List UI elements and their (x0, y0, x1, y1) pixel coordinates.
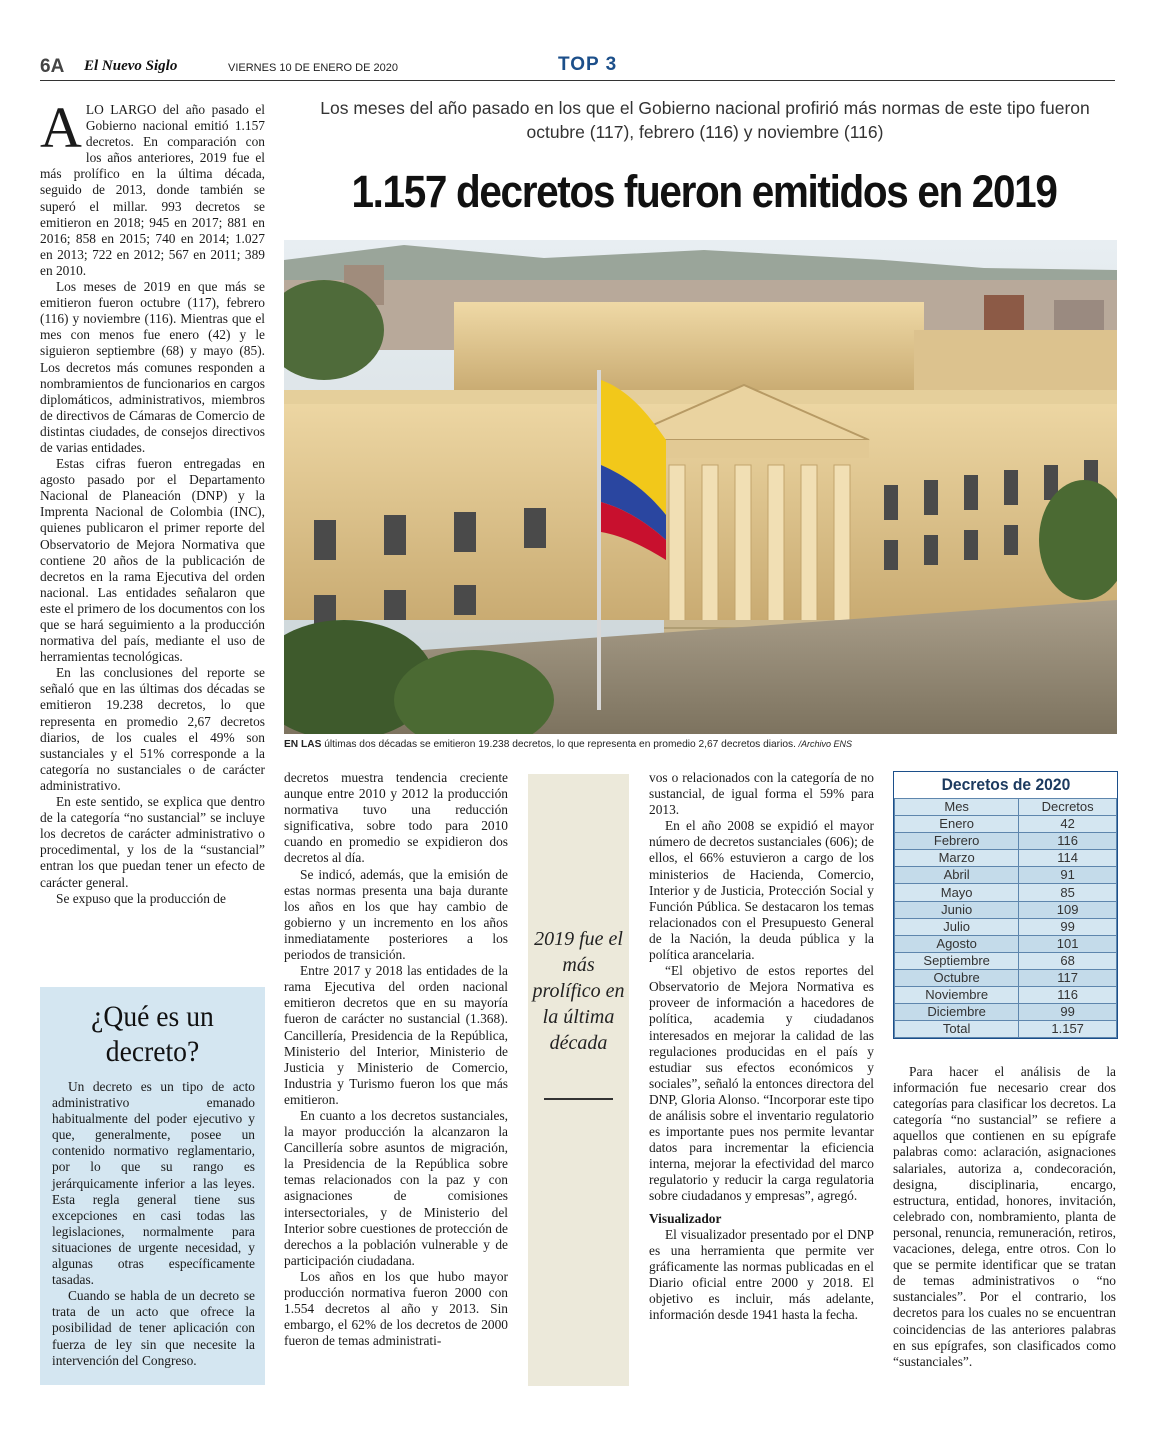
decrees-cell: 116 (1019, 833, 1117, 850)
paragraph: El visualizador presentado por el DNP es una herramienta que permite ver gráficamente las normas publicadas en el Diario oficial entre 2000 y 2018. El objetivo es incluir, más adelante, información desde 1941 hasta la fecha. (649, 1226, 874, 1323)
palace-photo-illustration (284, 240, 1117, 734)
pull-quote-rule (544, 1098, 613, 1100)
paragraph: Los años en los que hubo mayor producción normativa fueron 2000 con 1.554 decretos al año y 2013. Sin embargo, el 62% de los decretos de 2000 fueron de temas administrati- (284, 1268, 508, 1349)
month-cell: Total (895, 1021, 1019, 1038)
lead-paragraph (40, 95, 265, 279)
decrees-cell: 109 (1019, 901, 1117, 918)
month-cell: Agosto (895, 935, 1019, 952)
paragraph: Los meses de 2019 en que más se emitieron fueron octubre (117), febrero (116) y noviembre (116). Mientras que el mes con menos fue enero (42) y le siguieron septiembre (68) y mayo (85). Los decretos más comunes responden a nombramientos de funcionarios en cargos diplomáticos, administrativos, miembros de directivos de Cámaras de Comercio de distintas ciudades, de consejos directivos de varias entidades. (40, 279, 265, 455)
paragraph: Se expuso que la producción de (56, 890, 226, 906)
table-row (895, 987, 1117, 1004)
section-label: TOP 3 (558, 54, 618, 75)
table-row (895, 918, 1117, 935)
decrees-cell: 116 (1019, 987, 1117, 1004)
table-row (895, 969, 1117, 986)
paragraph-text: del año pasado el Gobierno nacional emitió 1.157 decretos. En comparación con los años anteriores, 2019 fue el más prolífico en la última década, seguido de 2013, donde también se superó el millar. 993 decretos se emitieron en 2018; 945 en 2017; 881 en 2016; 858 en 2015; 740 en 2014; 1.027 en 2013; 722 en 2012; 567 en 2011; 389 en 2010. (40, 102, 265, 278)
month-cell: Noviembre (895, 987, 1019, 1004)
decrees-cell: 68 (1019, 952, 1117, 969)
table-row (895, 952, 1117, 969)
paragraph: En el año 2008 se expidió el mayor número de decretos sustanciales (606); de ellos, el 66% estuvieron a cargo de los ministerios de Hacienda, Comercio, Interior y de Justicia, Protección Social y Función Pública. Se destacaron los temas relacionados con el Presupuesto General de la Nación, la deuda pública y la política arancelaria. (649, 818, 874, 963)
decrees-cell: 101 (1019, 935, 1117, 952)
info-box-title: ¿Qué es un decreto? (91, 1000, 214, 1068)
pull-quote (528, 774, 629, 1386)
month-cell: Julio (895, 918, 1019, 935)
article-photo (284, 240, 1117, 734)
paragraph: Entre 2017 y 2018 las entidades de la rama Ejecutiva del orden nacional emitieron decretos que en su mayoría fueron de carácter no sustancial (1.368). Cancillería, Presidencia de la República, Ministerio del Interior, Ministerio de Justicia y Ministerio de Comercio, Industria y Turismo fueron los que más emitieron. (284, 963, 508, 1107)
decrees-cell: 91 (1019, 867, 1117, 884)
table-title (894, 772, 1117, 798)
caption-text: últimas dos décadas se emitieron 19.238 decretos, lo que representa en promedio 2,67 decretos diarios. (321, 739, 796, 750)
table-row (895, 816, 1117, 833)
month-cell: Diciembre (895, 1004, 1019, 1021)
paragraph: “El objetivo de estos reportes del Observatorio de Mejora Normativa es proveer de información a hacedores de política, academia y ciudadanos interesados en mejorar la calidad de las regulaciones producidas en el país y estudiar sus efectos económicos y sociales”, señaló la entonces directora del DNP, Gloria Alonso. “Incorporar este tipo de análisis sobre el inventario regulatorio es importante pues nos permite levantar datos para incrementar la eficiencia interna, mejorar la efectividad del marco regulatorio y reducir la carga regulatoria sobre ciudadanos y empresas”, agregó. (649, 963, 874, 1204)
month-cell: Abril (895, 867, 1019, 884)
decrees-cell: 42 (1019, 816, 1117, 833)
table-row (895, 850, 1117, 867)
column-header-month: Mes (895, 799, 1019, 816)
drop-cap: A (40, 95, 82, 160)
month-cell: Marzo (895, 850, 1019, 867)
decrees-cell: 114 (1019, 850, 1117, 867)
info-box (40, 987, 265, 1385)
body-column-1 (40, 95, 265, 907)
paragraph: Cuando se habla de un decreto se trata de un acto que ofrece la posibilidad de tener aplicación con fuerza de ley sin que necesite la intervención del Congreso. (52, 1288, 255, 1368)
month-cell: Mayo (895, 884, 1019, 901)
decrees-cell: 99 (1019, 918, 1117, 935)
month-cell: Septiembre (895, 952, 1019, 969)
lead-caps: LO LARGO (85, 102, 157, 117)
article-headline: 1.157 decretos fueron emitidos en 2019 (351, 166, 1057, 217)
decrees-cell: 1.157 (1019, 1021, 1117, 1038)
column-header-decrees: Decretos (1019, 799, 1117, 816)
month-cell: Junio (895, 901, 1019, 918)
article-kicker: Los meses del año pasado en los que el Gobierno nacional profirió más normas de este tipo fueron octubre (117), febrero (116) y noviembre (116) (320, 98, 1090, 142)
table-row (895, 1004, 1117, 1021)
body-column-3 (649, 770, 874, 1323)
table-row (895, 833, 1117, 850)
pull-quote-text: 2019 fue el más prolífico en la última década (532, 928, 625, 1054)
table-title-text: Decretos de 2020 (941, 775, 1070, 794)
table-row (895, 867, 1117, 884)
paragraph: decretos muestra tendencia creciente aunque entre 2010 y 2012 la producción normativa tuvo una reducción significativa, sobre todo para 2010 cuando en promedio se expidieron dos decretos al día. (284, 770, 508, 866)
table-row (895, 884, 1117, 901)
newspaper-name: El Nuevo Siglo (84, 58, 178, 74)
table-header-row (895, 799, 1117, 816)
body-column-2 (284, 770, 508, 1349)
info-box-body (52, 1079, 255, 1369)
table-row (895, 901, 1117, 918)
paragraph: En las conclusiones del reporte se señaló que en las últimas dos décadas se emitieron 19.238 decretos, lo que representa en promedio 2,67 decretos diarios, de los cuales el 49% son sustanciales y el 51% corresponde a la categoría no sustanciales o de carácter administrativo. (40, 665, 265, 793)
month-cell: Febrero (895, 833, 1019, 850)
body-column-4 (893, 1064, 1116, 1370)
paragraph: En cuanto a los decretos sustanciales, la mayor producción la alcanzaron la Cancillería sobre asuntos de migración, la Presidencia de la República sobre temas relacionados con la paz y con asignaciones de comisiones intersectoriales, y de Ministerio del Interior sobre cuestiones de protección de derechos a la población vulnerable y de participación ciudadana. (284, 1107, 508, 1268)
data-table (894, 798, 1117, 1038)
page-number: 6A (40, 56, 65, 77)
decrees-cell: 85 (1019, 884, 1117, 901)
paragraph: Un decreto es un tipo de acto administrativo emanado habitualmente del poder ejecutivo y que, generalmente, posee un contenido normativo reglamentario, por lo que su rango es jerárquicamente inferior a las leyes. Esta regla general tiene sus excepciones en casi todas las legislaciones, normalmente para situaciones de urgente necesidad, y algunas otras específicamente tasadas. (52, 1079, 255, 1288)
decrees-cell: 117 (1019, 969, 1117, 986)
decrees-table (893, 771, 1118, 1039)
paragraph: Para hacer el análisis de la información fue necesario crear dos categorías para clasificar los decretos. La categoría “no sustancial” se refiere a aquellos que contienen en su epígrafe palabras como: aclaración, asignaciones salariales, autoriza a, condecoración, designa, disciplinaria, encargo, estructura, entidad, honores, invitación, celebrado con, nombramiento, planta de personal, renuncia, remuneración, retiros, vacaciones, delega, entre otros. Con lo que se permite identificar que se tratan de temas administrativos o “no sustanciales”. Por el contrario, los decretos para los cuales no se encuentran coincidencias de las anteriores palabras en sus epígrafes, son clasificados como “sustanciales”. (893, 1064, 1116, 1369)
paragraph: Se indicó, además, que la emisión de estas normas presenta una baja durante los años en los que hay cambio de gobierno y un incremento en los años inmediatamente posteriores a los periodos de transición. (284, 866, 508, 963)
page-header (40, 54, 1115, 81)
table-row (895, 1021, 1117, 1038)
photo-credit: /Archivo ENS (795, 739, 852, 749)
month-cell: Enero (895, 816, 1019, 833)
paragraph: En este sentido, se explica que dentro de la categoría “no sustancial” se incluye los decretos de carácter administrativo o procedimental, y los de la “sustancial” entran los que puedan tener un efecto de carácter general. (40, 794, 265, 890)
subhead: Visualizador (649, 1210, 722, 1226)
photo-caption (284, 739, 1117, 750)
paragraph: vos o relacionados con la categoría de no sustancial, de igual forma el 59% para 2013. (649, 770, 874, 818)
month-cell: Octubre (895, 969, 1019, 986)
decrees-cell: 99 (1019, 1004, 1117, 1021)
issue-date: VIERNES 10 DE ENERO DE 2020 (228, 62, 398, 74)
paragraph: Estas cifras fueron entregadas en agosto pasado por el Departamento Nacional de Planeación (DNP) y la Imprenta Nacional de Colombia (INC), quienes publicaron el primer reporte del Observatorio de Mejora Normativa que contiene 20 años de la publicación de decretos en la rama Ejecutiva del orden nacional. Las entidades señalaron que este el primero de los documentos con los que se hará seguimiento a la producción normativa del país, mediante el uso de herramientas tecnológicas. (40, 456, 265, 665)
caption-lead: EN LAS (284, 739, 322, 750)
table-row (895, 935, 1117, 952)
